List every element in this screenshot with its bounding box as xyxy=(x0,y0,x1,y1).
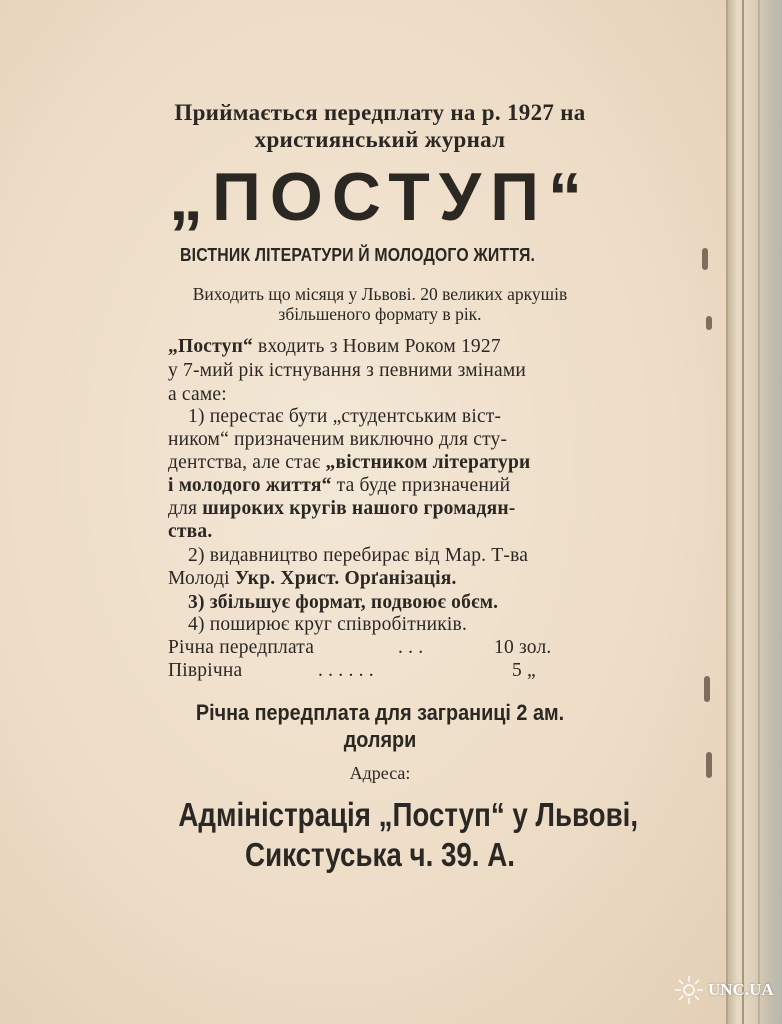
list-item-1-line xyxy=(168,452,530,474)
watermark-text: UNC.UA xyxy=(708,980,774,999)
book-spine-edge xyxy=(726,0,782,1024)
body-text-bold: і молодого життя“ xyxy=(168,475,332,496)
list-item-2-line: 2) видавництво перебирає від Мар. Т-ва xyxy=(188,545,529,566)
price-dots: . . . xyxy=(398,637,424,658)
list-item-1-line xyxy=(168,475,510,497)
price-row xyxy=(168,660,548,682)
address-line-2: Сикстуська ч. 39. А. xyxy=(245,836,515,873)
body-text-bold: широких кругів нашого громадян- xyxy=(202,498,516,519)
price-value: 5 „ xyxy=(512,660,536,681)
journal-title: „ПОСТУП“ xyxy=(169,159,591,235)
foreign-subscription-line-1: Річна передплата для заграниці 2 ам. xyxy=(195,700,565,725)
address-line-1: Адміністрація „Поступ“ у Львові, xyxy=(178,796,639,833)
header-line-1: Приймається передплату на р. 1927 на xyxy=(174,100,586,125)
binding-stain xyxy=(706,316,712,330)
intro-line-2: збільшеного формату в рік. xyxy=(278,304,482,324)
list-item-3: 3) збільшує формат, подвоює обєм. xyxy=(188,592,499,613)
body-line: у 7-мий рік істнування з певними змінами xyxy=(168,360,527,381)
journal-subtitle: ВІСТНИК ЛІТЕРАТУРИ Й МОЛОДОГО ЖИТТЯ. xyxy=(180,245,536,265)
sun-logo-icon xyxy=(674,975,704,1005)
body-text-bold: „вістником літератури xyxy=(325,452,531,473)
list-item-4: 4) поширює круг співробітників. xyxy=(188,614,468,635)
body-line xyxy=(168,336,501,358)
price-value: 10 зол. xyxy=(494,637,552,658)
price-label: Піврічна xyxy=(168,660,243,681)
body-line: а саме: xyxy=(168,384,227,405)
list-item-1-line: ства. xyxy=(168,521,213,542)
page-edge-line xyxy=(758,0,760,1024)
page-edge-line xyxy=(742,0,744,1024)
header-line-2: християнський журнал xyxy=(254,127,506,152)
body-text: та буде призначений xyxy=(331,475,511,496)
price-dots: . . . . . . xyxy=(318,660,374,681)
binding-stain xyxy=(702,248,708,270)
foreign-subscription-line-2: доляри xyxy=(343,727,417,752)
list-item-1-line: 1) перестає бути „студентським віст- xyxy=(188,406,502,427)
intro-line-1: Виходить що місяця у Львові. 20 великих аркушів xyxy=(192,284,568,304)
journal-name-inline: „Поступ“ xyxy=(168,336,253,357)
body-text: Молоді xyxy=(168,568,235,589)
list-item-2-line xyxy=(168,568,457,590)
binding-stain xyxy=(704,676,710,702)
price-row xyxy=(168,637,552,659)
body-text: дентства, але стає xyxy=(168,452,326,473)
binding-stain xyxy=(706,752,712,778)
list-item-1-line xyxy=(168,498,515,520)
body-text: для xyxy=(168,498,203,519)
price-label: Річна передплата xyxy=(168,637,315,658)
body-text-bold: Укр. Христ. Орґанізація. xyxy=(234,568,457,589)
watermark xyxy=(674,968,774,1012)
list-item-1-line: ником“ призначеним виключно для сту- xyxy=(168,429,508,450)
address-label: Адреса: xyxy=(349,763,411,783)
body-text: входить з Новим Роком 1927 xyxy=(252,336,501,357)
